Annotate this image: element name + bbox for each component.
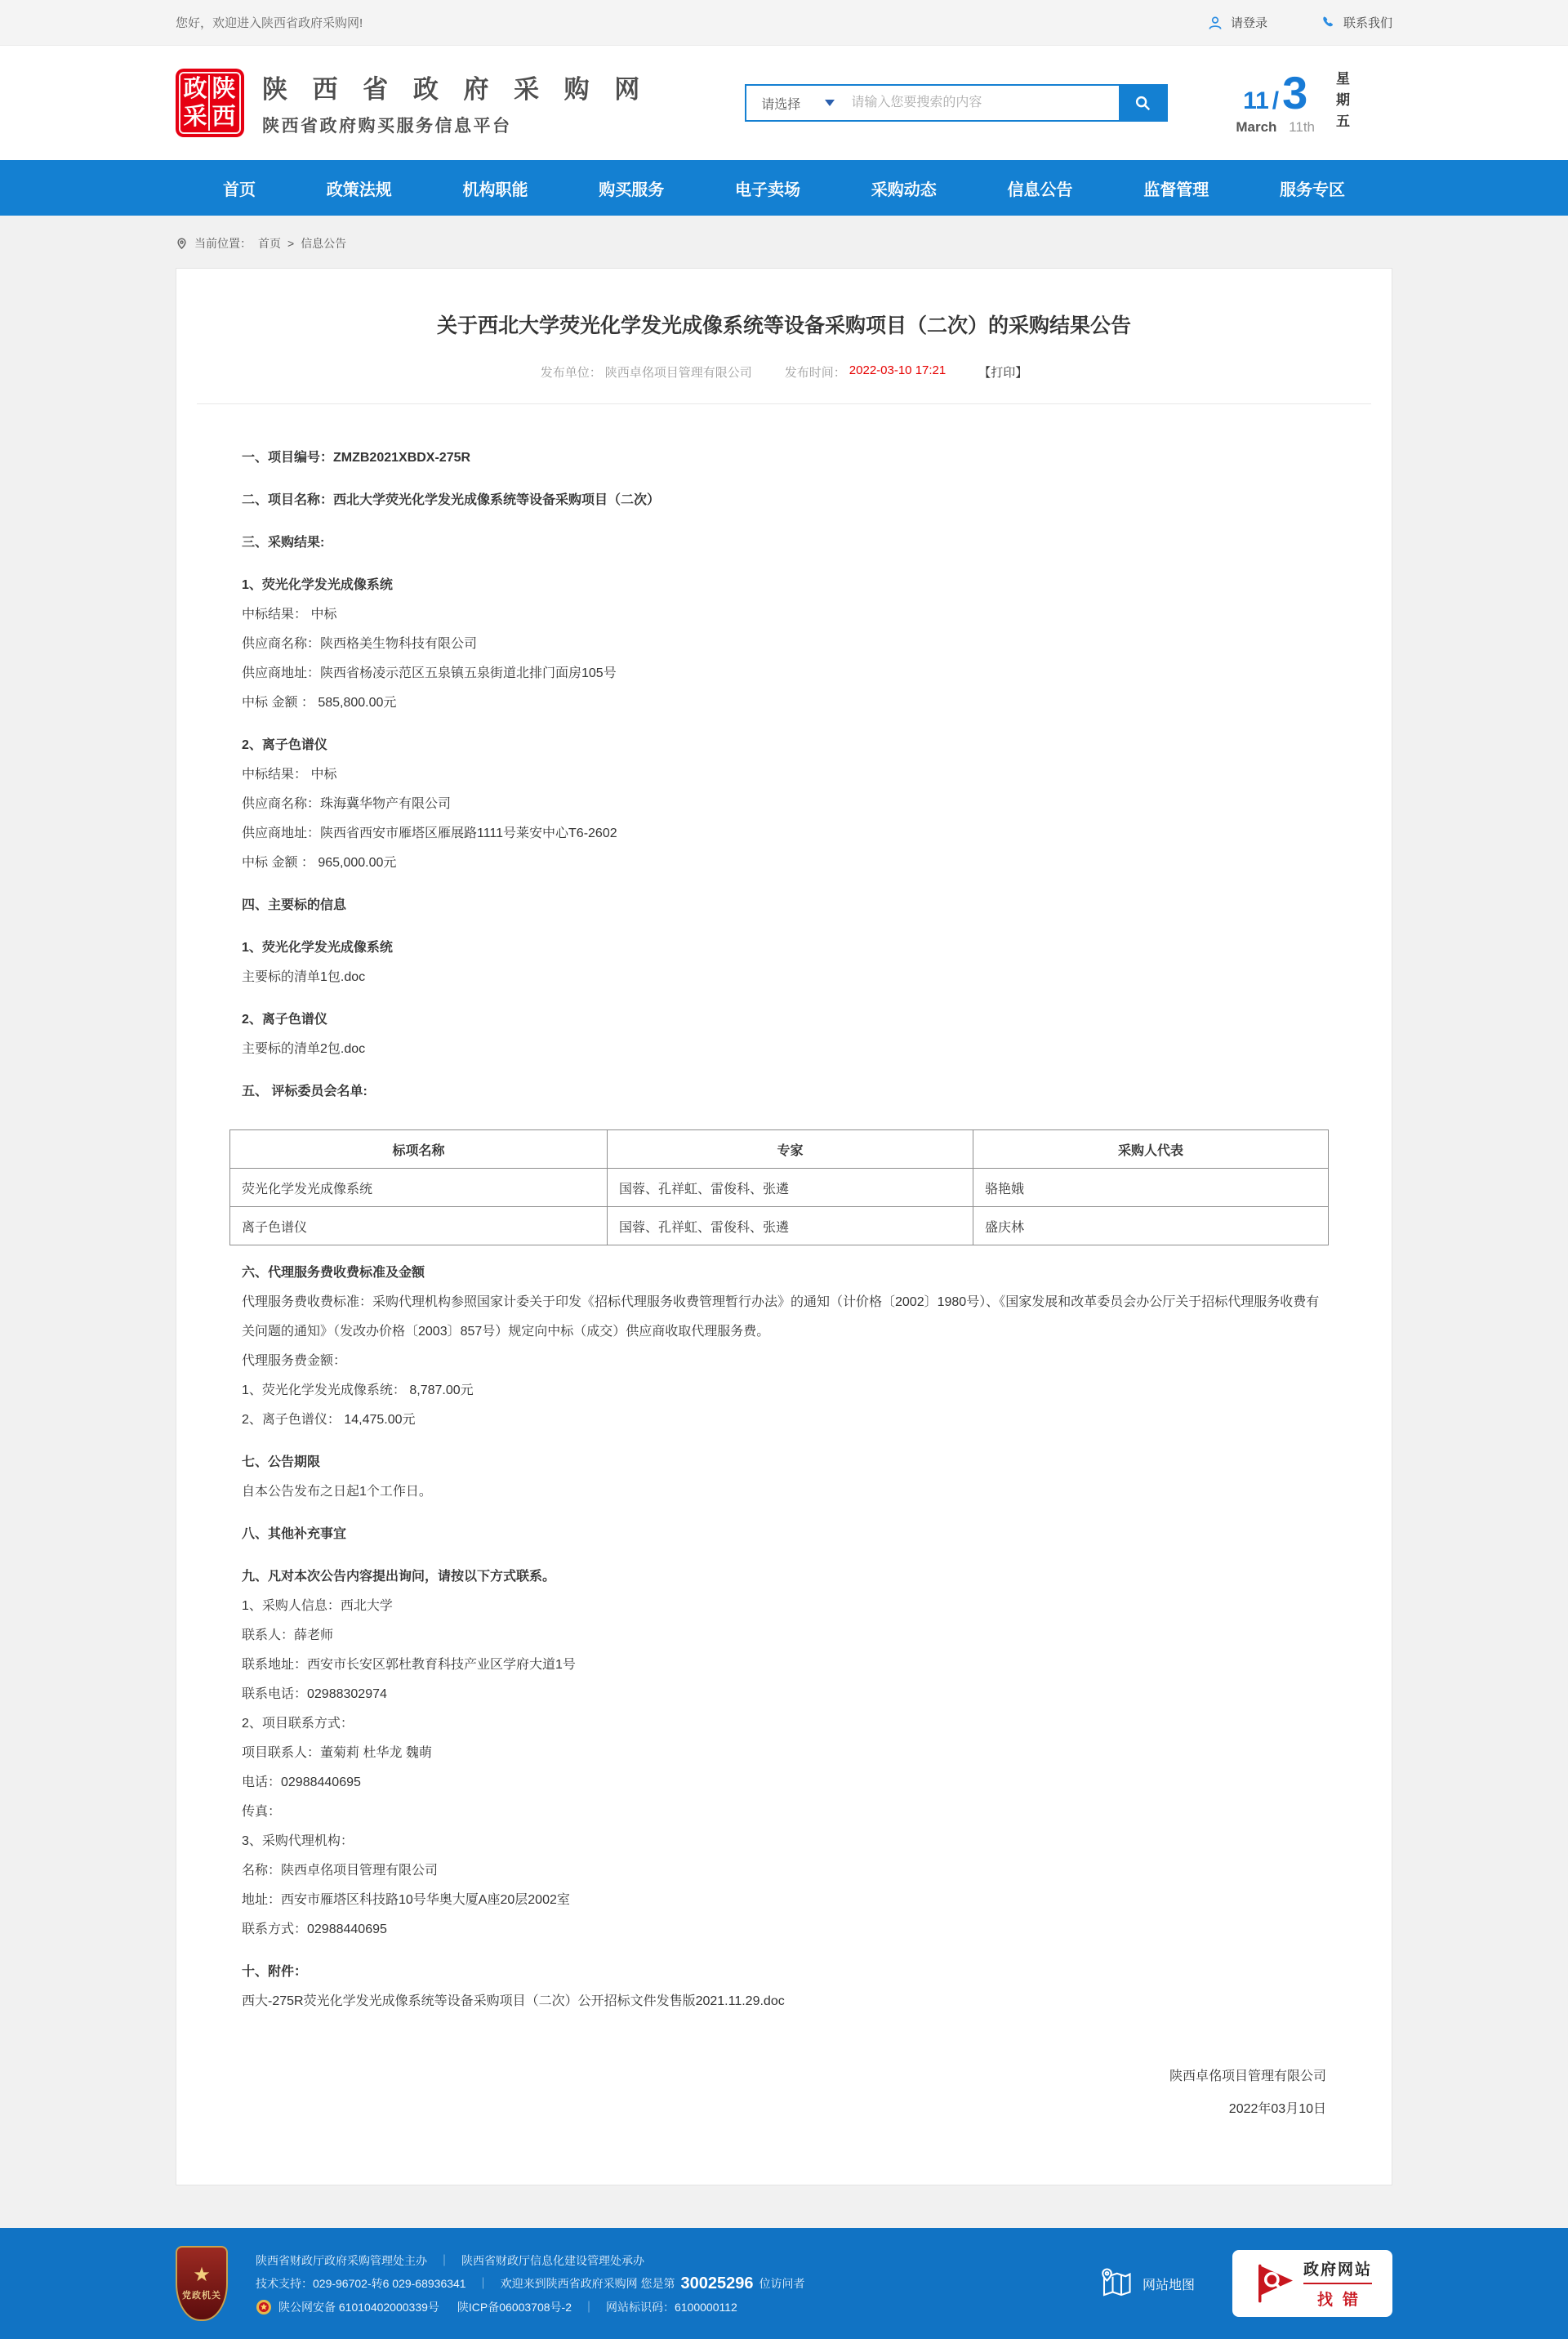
footer-line-registration <box>256 2299 804 2315</box>
body-paragraph: 自本公告发布之日起1个工作日。 <box>242 1485 432 1499</box>
section-heading: 2、离子色谱仪 <box>242 738 327 752</box>
body-paragraph: 供应商名称：陕西格美生物科技有限公司 <box>242 637 478 651</box>
breadcrumb-label: 当前位置： <box>194 237 252 250</box>
logo-char: 政 <box>182 75 210 103</box>
logo-char: 西 <box>212 103 236 130</box>
welcome-text: 您好，欢迎进入陕西省政府采购网! <box>176 16 363 30</box>
signature-company: 陕西卓佲项目管理有限公司 <box>1169 2069 1326 2083</box>
error-badge-divider <box>1303 2283 1372 2284</box>
error-badge-subtitle: 找错 <box>1316 2292 1368 2309</box>
table-cell: 国蓉、孔祥虹、雷俊科、张遴 <box>608 1169 973 1207</box>
gov-badge-label: 党政机关 <box>182 2291 221 2301</box>
table-header-bid-item: 标项名称 <box>230 1130 608 1169</box>
article-body-part2 <box>242 1259 1326 2016</box>
site-logo[interactable] <box>176 69 244 137</box>
page-title: 关于西北大学荧光化学发光成像系统等设备采购项目（二次）的采购结果公告 <box>436 314 1131 337</box>
section-heading: 三、采购结果: <box>242 536 325 550</box>
site-header <box>0 46 1568 160</box>
breadcrumb-home[interactable]: 首页 <box>258 237 281 250</box>
nav-item-service-zone[interactable]: 服务专区 <box>1280 180 1345 199</box>
sitemap-link[interactable] <box>1098 2266 1195 2301</box>
date-day-en: 11th <box>1289 119 1315 135</box>
footer-separator: ｜ <box>439 2253 450 2267</box>
breadcrumb <box>176 216 1392 268</box>
breadcrumb-current[interactable]: 信息公告 <box>301 237 347 250</box>
nav-item-procurement-news[interactable]: 采购动态 <box>871 180 937 199</box>
phone-icon <box>1320 15 1336 31</box>
body-paragraph: 项目联系人：董菊莉 杜华龙 魏萌 <box>242 1746 432 1760</box>
body-paragraph: 1、采购人信息：西北大学 <box>242 1599 393 1613</box>
body-paragraph: 传真： <box>242 1805 282 1819</box>
announcement-card <box>176 268 1392 2185</box>
page-footer <box>0 2228 1568 2339</box>
site-identification-code: 网站标识码：6100000112 <box>605 2300 737 2314</box>
body-paragraph: 中标结果： 中标 <box>242 608 337 622</box>
article-meta <box>197 363 1371 381</box>
date-slash: / <box>1272 87 1280 114</box>
breadcrumb-separator: > <box>287 237 295 250</box>
table-row <box>230 1169 1329 1207</box>
star-icon: ★ <box>193 2264 211 2286</box>
logo-char: 陕 <box>212 75 236 102</box>
section-heading: 2、离子色谱仪 <box>242 1013 327 1027</box>
nav-item-supervision[interactable]: 监督管理 <box>1143 180 1209 199</box>
publish-time-label: 发布时间： <box>784 366 846 380</box>
footer-tech-support: 技术支持：029-96702-转6 029-68936341 <box>256 2277 466 2290</box>
body-paragraph: 中标 金额 ： 585,800.00元 <box>242 696 397 710</box>
nav-item-policy-laws[interactable]: 政策法规 <box>326 180 392 199</box>
body-paragraph: 名称：陕西卓佲项目管理有限公司 <box>242 1864 439 1878</box>
top-bar <box>0 0 1568 46</box>
login-label: 请登录 <box>1230 16 1267 30</box>
icp-filing[interactable]: 陕ICP备06003708号-2 <box>457 2300 572 2314</box>
search-select-label: 请选择 <box>761 97 801 112</box>
date-month-en: March <box>1236 119 1277 135</box>
body-paragraph: 主要标的清单2包.doc <box>242 1042 366 1056</box>
body-paragraph: 地址：西安市雁塔区科技路10号华奥大厦A座20层2002室 <box>242 1893 570 1907</box>
section-heading: 一、项目编号：ZMZB2021XBDX-275R <box>242 451 471 465</box>
logo-char: 采 <box>182 103 210 131</box>
body-paragraph: 1、荧光化学发光成像系统： 8,787.00元 <box>242 1383 474 1397</box>
main-nav <box>0 160 1568 216</box>
nav-item-org-functions[interactable]: 机构职能 <box>462 180 528 199</box>
body-paragraph: 联系地址：西安市长安区郭杜教育科技产业区学府大道1号 <box>242 1658 576 1672</box>
section-heading: 十、附件： <box>242 1965 308 1979</box>
attachment-link[interactable]: 西大-275R荧光化学发光成像系统等设备采购项目（二次）公开招标文件发售版2021.11.29.doc <box>242 1994 785 2008</box>
publisher-value: 陕西卓佲项目管理有限公司 <box>604 366 752 380</box>
body-paragraph: 联系方式：02988440695 <box>242 1922 387 1936</box>
search-bar <box>745 84 1168 122</box>
publisher-label: 发布单位： <box>540 366 602 380</box>
section-heading: 1、荧光化学发光成像系统 <box>242 578 393 592</box>
body-paragraph: 2、项目联系方式： <box>242 1717 354 1731</box>
footer-welcome-suffix: 位访问者 <box>759 2277 805 2290</box>
site-subtitle: 陕西省政府购买服务信息平台 <box>262 117 512 136</box>
nav-item-info-announcements[interactable]: 信息公告 <box>1007 180 1073 199</box>
user-icon <box>1207 15 1223 31</box>
table-cell: 国蓉、孔祥虹、雷俊科、张遴 <box>608 1207 973 1245</box>
table-header-purchaser-rep: 采购人代表 <box>973 1130 1329 1169</box>
body-paragraph: 代理服务费收费标准：采购代理机构参照国家计委关于印发《招标代理服务收费管理暂行办法》的通知（计价格〔2002〕1980号）、《国家发展和改革委员会办公厅关于招标代理服务收费有关问题的通知》（发改办价格〔2003〕857号）规定向中标（成交）供应商收取代理服务费。 <box>242 1295 1320 1339</box>
search-button[interactable] <box>1119 86 1166 120</box>
section-heading: 1、荧光化学发光成像系统 <box>242 941 393 955</box>
table-header-experts: 专家 <box>608 1130 973 1169</box>
footer-line-support <box>256 2274 804 2293</box>
section-heading: 六、代理服务费收费标准及金额 <box>242 1266 425 1280</box>
body-paragraph: 联系人：薛老师 <box>242 1628 334 1642</box>
date-day-number: 3 <box>1282 67 1308 118</box>
contact-link[interactable] <box>1320 14 1392 31</box>
table-cell: 离子色谱仪 <box>230 1207 608 1245</box>
section-heading: 五、 评标委员会名单: <box>242 1085 368 1098</box>
signature-block <box>242 2061 1326 2126</box>
footer-line-sponsors <box>256 2252 804 2269</box>
search-category-select[interactable] <box>746 94 849 113</box>
footer-welcome-prefix: 欢迎来到陕西省政府采购网 您是第 <box>500 2277 675 2290</box>
date-weekday: 星期五 <box>1334 71 1349 135</box>
footer-separator: ｜ <box>582 2300 595 2314</box>
error-badge-title: 政府网站 <box>1303 2261 1372 2279</box>
contact-label: 联系我们 <box>1343 16 1392 30</box>
body-paragraph: 中标结果： 中标 <box>242 768 337 782</box>
footer-separator: ｜ <box>477 2277 489 2290</box>
main-content-area <box>0 216 1568 2228</box>
footer-sponsor-right: 陕西省财政厅信息化建设管理处承办 <box>461 2253 644 2267</box>
login-link[interactable] <box>1207 14 1267 31</box>
map-icon <box>1098 2266 1133 2301</box>
section-heading: 八、其他补充事宜 <box>242 1527 347 1541</box>
article-body-part1 <box>242 443 1326 1107</box>
body-paragraph: 中标 金额 ： 965,000.00元 <box>242 856 397 870</box>
body-paragraph: 3、采购代理机构： <box>242 1834 354 1848</box>
site-title: 陕 西 省 政 府 采 购 网 <box>262 75 649 104</box>
sitemap-label: 网站地图 <box>1142 2278 1195 2292</box>
table-row <box>230 1207 1329 1245</box>
body-paragraph: 主要标的清单1包.doc <box>242 970 366 984</box>
public-security-filing[interactable]: 陕公网安备 61010402000339号 <box>278 2300 439 2314</box>
gov-site-error-report-badge[interactable] <box>1232 2250 1392 2317</box>
search-input[interactable] <box>849 86 1119 120</box>
body-paragraph: 2、离子色谱仪： 14,475.00元 <box>242 1413 416 1427</box>
section-heading: 九、凡对本次公告内容提出询问，请按以下方式联系。 <box>242 1570 556 1584</box>
location-pin-icon <box>176 237 188 251</box>
section-heading: 二、项目名称：西北大学荧光化学发光成像系统等设备采购项目（二次） <box>242 493 661 507</box>
nav-item-e-marketplace[interactable]: 电子卖场 <box>735 180 800 199</box>
body-paragraph: 供应商地址：陕西省西安市雁塔区雁展路1111号莱安中心T6-2602 <box>242 826 617 840</box>
table-cell: 骆艳娥 <box>973 1169 1329 1207</box>
nav-item-home[interactable]: 首页 <box>223 180 256 199</box>
flag-magnifier-icon <box>1253 2261 1298 2306</box>
signature-date: 2022年03月10日 <box>1228 2102 1326 2116</box>
table-cell: 盛庆林 <box>973 1207 1329 1245</box>
visitor-count: 30025296 <box>680 2274 754 2292</box>
party-government-badge-icon[interactable] <box>176 2246 228 2321</box>
date-month-number: 11 <box>1243 87 1269 114</box>
evaluation-committee-table <box>229 1129 1329 1245</box>
body-paragraph: 联系电话：02988302974 <box>242 1687 387 1701</box>
chevron-down-icon <box>825 100 835 106</box>
body-paragraph: 电话：02988440695 <box>242 1775 361 1789</box>
section-heading: 四、主要标的信息 <box>242 898 347 912</box>
body-paragraph: 供应商地址：陕西省杨凌示范区五泉镇五泉街道北排门面房105号 <box>242 666 617 680</box>
nav-item-purchase-services[interactable]: 购买服务 <box>599 180 665 199</box>
table-cell: 荧光化学发光成像系统 <box>230 1169 608 1207</box>
date-widget <box>1236 67 1392 136</box>
search-icon <box>1134 94 1152 112</box>
section-heading: 七、公告期限 <box>242 1455 321 1469</box>
police-badge-icon <box>256 2299 272 2315</box>
footer-sponsor-left: 陕西省财政厅政府采购管理处主办 <box>256 2253 427 2267</box>
body-paragraph: 供应商名称：珠海冀华物产有限公司 <box>242 797 452 811</box>
print-button[interactable]: 【打印】 <box>978 366 1028 380</box>
publish-time-value: 2022-03-10 17:21 <box>849 363 947 377</box>
body-paragraph: 代理服务费金额： <box>242 1354 347 1368</box>
